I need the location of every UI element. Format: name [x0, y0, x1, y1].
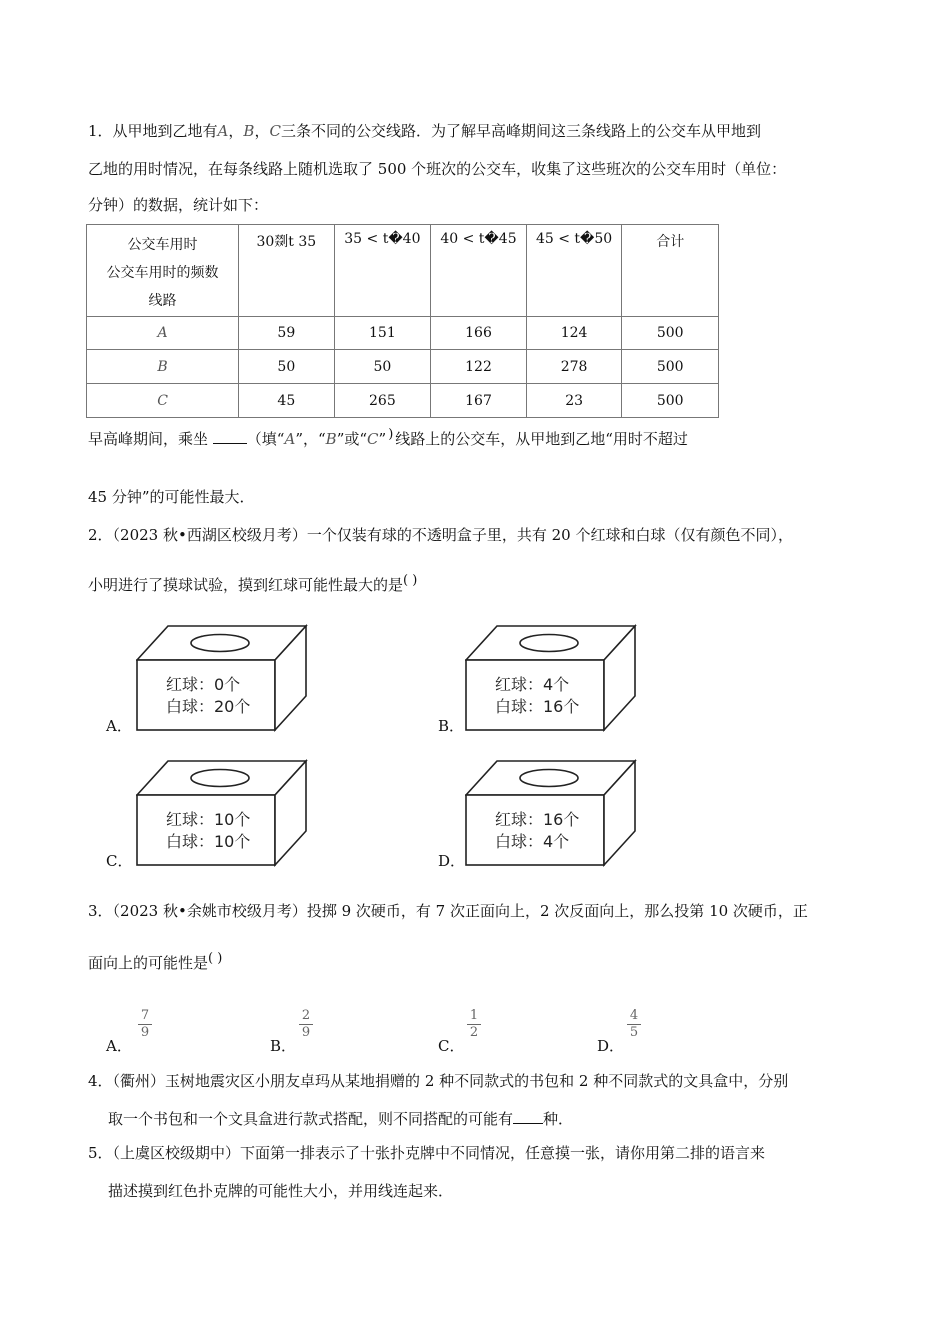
option-label-d: D． — [438, 852, 466, 870]
column-header: 35 < t�40 — [334, 225, 431, 317]
box-b-illustration[interactable] — [465, 624, 637, 732]
table-cell: 122 — [431, 350, 527, 384]
var-c: C — [269, 122, 281, 140]
column-header: 40 < t�45 — [431, 225, 527, 317]
white-count: 白球：16个 — [495, 697, 580, 716]
frequency-table — [86, 224, 719, 418]
white-count: 白球：20个 — [166, 697, 251, 716]
column-header: 30剟t 35 — [239, 225, 334, 317]
white-count: 白球：4个 — [495, 832, 570, 851]
q2-line2: 小明进行了摸球试验，摸到红球可能性最大的是( ) — [88, 573, 418, 594]
table-cell: 23 — [526, 384, 622, 418]
table-cell: 278 — [526, 350, 622, 384]
option-label-c[interactable]: C． — [438, 1037, 465, 1055]
route-label: B — [87, 350, 239, 384]
q4-line1: 4．（衢州）玉树地震灾区小朋友卓玛从某地捐赠的 2 种不同款式的书包和 2 种不同款式的文具盒中，分别 — [88, 1072, 789, 1090]
table-cell: 500 — [622, 384, 719, 418]
table-cell: 151 — [334, 317, 431, 350]
box-d-illustration[interactable] — [465, 759, 637, 867]
q1-line2: 乙地的用时情况，在每条线路上随机选取了 500 个班次的公交车，收集了这些班次的公交车用时（单位： — [88, 160, 787, 178]
fraction-d: $\frac{4}{5}$ — [627, 1008, 641, 1041]
table-corner-header: 公交车用时 公交车用时的频数 线路 — [87, 225, 239, 317]
table-cell: 50 — [334, 350, 431, 384]
option-label-c: C． — [106, 852, 133, 870]
var-b: B — [243, 122, 255, 140]
var-a: A — [217, 122, 229, 140]
option-label-b: B． — [438, 717, 465, 735]
q2-line1: 2．（2023 秋•西湖区校级月考）一个仅装有球的不透明盒子里，共有 20 个红球和白球（仅有颜色不同）， — [88, 526, 793, 544]
column-header: 45 < t�50 — [526, 225, 622, 317]
table-cell: 59 — [239, 317, 334, 350]
table-row — [87, 317, 719, 350]
option-label-b[interactable]: B． — [270, 1037, 297, 1055]
q3-line2: 面向上的可能性是( ) — [88, 951, 223, 972]
fraction-b: $\frac{2}{9}$ — [299, 1008, 313, 1041]
q1-last-line: 45 分钟”的可能性最大． — [88, 488, 255, 506]
q5-line2: 描述摸到红色扑克牌的可能性大小，并用线连起来． — [108, 1182, 454, 1200]
table-cell: 124 — [526, 317, 622, 350]
table-cell: 167 — [431, 384, 527, 418]
box-c-illustration[interactable] — [136, 759, 308, 867]
table-header-row — [87, 225, 719, 317]
table-cell: 500 — [622, 350, 719, 384]
option-label-d[interactable]: D． — [597, 1037, 625, 1055]
answer-blank[interactable] — [213, 429, 247, 444]
table-row — [87, 350, 719, 384]
option-label-a[interactable]: A． — [106, 1037, 132, 1055]
red-count: 红球：0个 — [166, 675, 241, 694]
fraction-a: $\frac{7}{9}$ — [138, 1008, 152, 1041]
table-cell: 45 — [239, 384, 334, 418]
q1-fill-line: 早高峰期间，乘坐 （填“A”，“B”或“C” ) 线路上的公交车，从甲地到乙地“用时不超过 — [88, 427, 688, 448]
table-cell: 166 — [431, 317, 527, 350]
box-a-illustration[interactable] — [136, 624, 308, 732]
q5-line1: 5．（上虞区校级期中）下面第一排表示了十张扑克牌中不同情况，任意摸一张，请你用第二排的语言来 — [88, 1144, 766, 1162]
red-count: 红球：10个 — [166, 810, 251, 829]
answer-blank[interactable] — [513, 1109, 543, 1124]
white-count: 白球：10个 — [166, 832, 251, 851]
table-row — [87, 384, 719, 418]
q4-line2: 取一个书包和一个文具盒进行款式搭配，则不同搭配的可能有 种． — [108, 1110, 574, 1128]
table-cell: 265 — [334, 384, 431, 418]
q1-line1: 1．从甲地到乙地有A，B，C三条不同的公交线路．为了解早高峰期间这三条线路上的公交车从甲地到 — [88, 122, 761, 140]
table-cell: 500 — [622, 317, 719, 350]
red-count: 红球：4个 — [495, 675, 570, 694]
option-label-a: A． — [106, 717, 132, 735]
fraction-c: $\frac{1}{2}$ — [467, 1008, 481, 1041]
red-count: 红球：16个 — [495, 810, 580, 829]
table-cell: 50 — [239, 350, 334, 384]
route-label: A — [87, 317, 239, 350]
q1-line3: 分钟）的数据，统计如下： — [88, 196, 269, 214]
route-label: C — [87, 384, 239, 418]
q3-line1: 3．（2023 秋•余姚市校级月考）投掷 9 次硬币，有 7 次正面向上，2 次反面向上，那么投第 10 次硬币，正 — [88, 902, 808, 920]
column-header: 合计 — [622, 225, 719, 317]
